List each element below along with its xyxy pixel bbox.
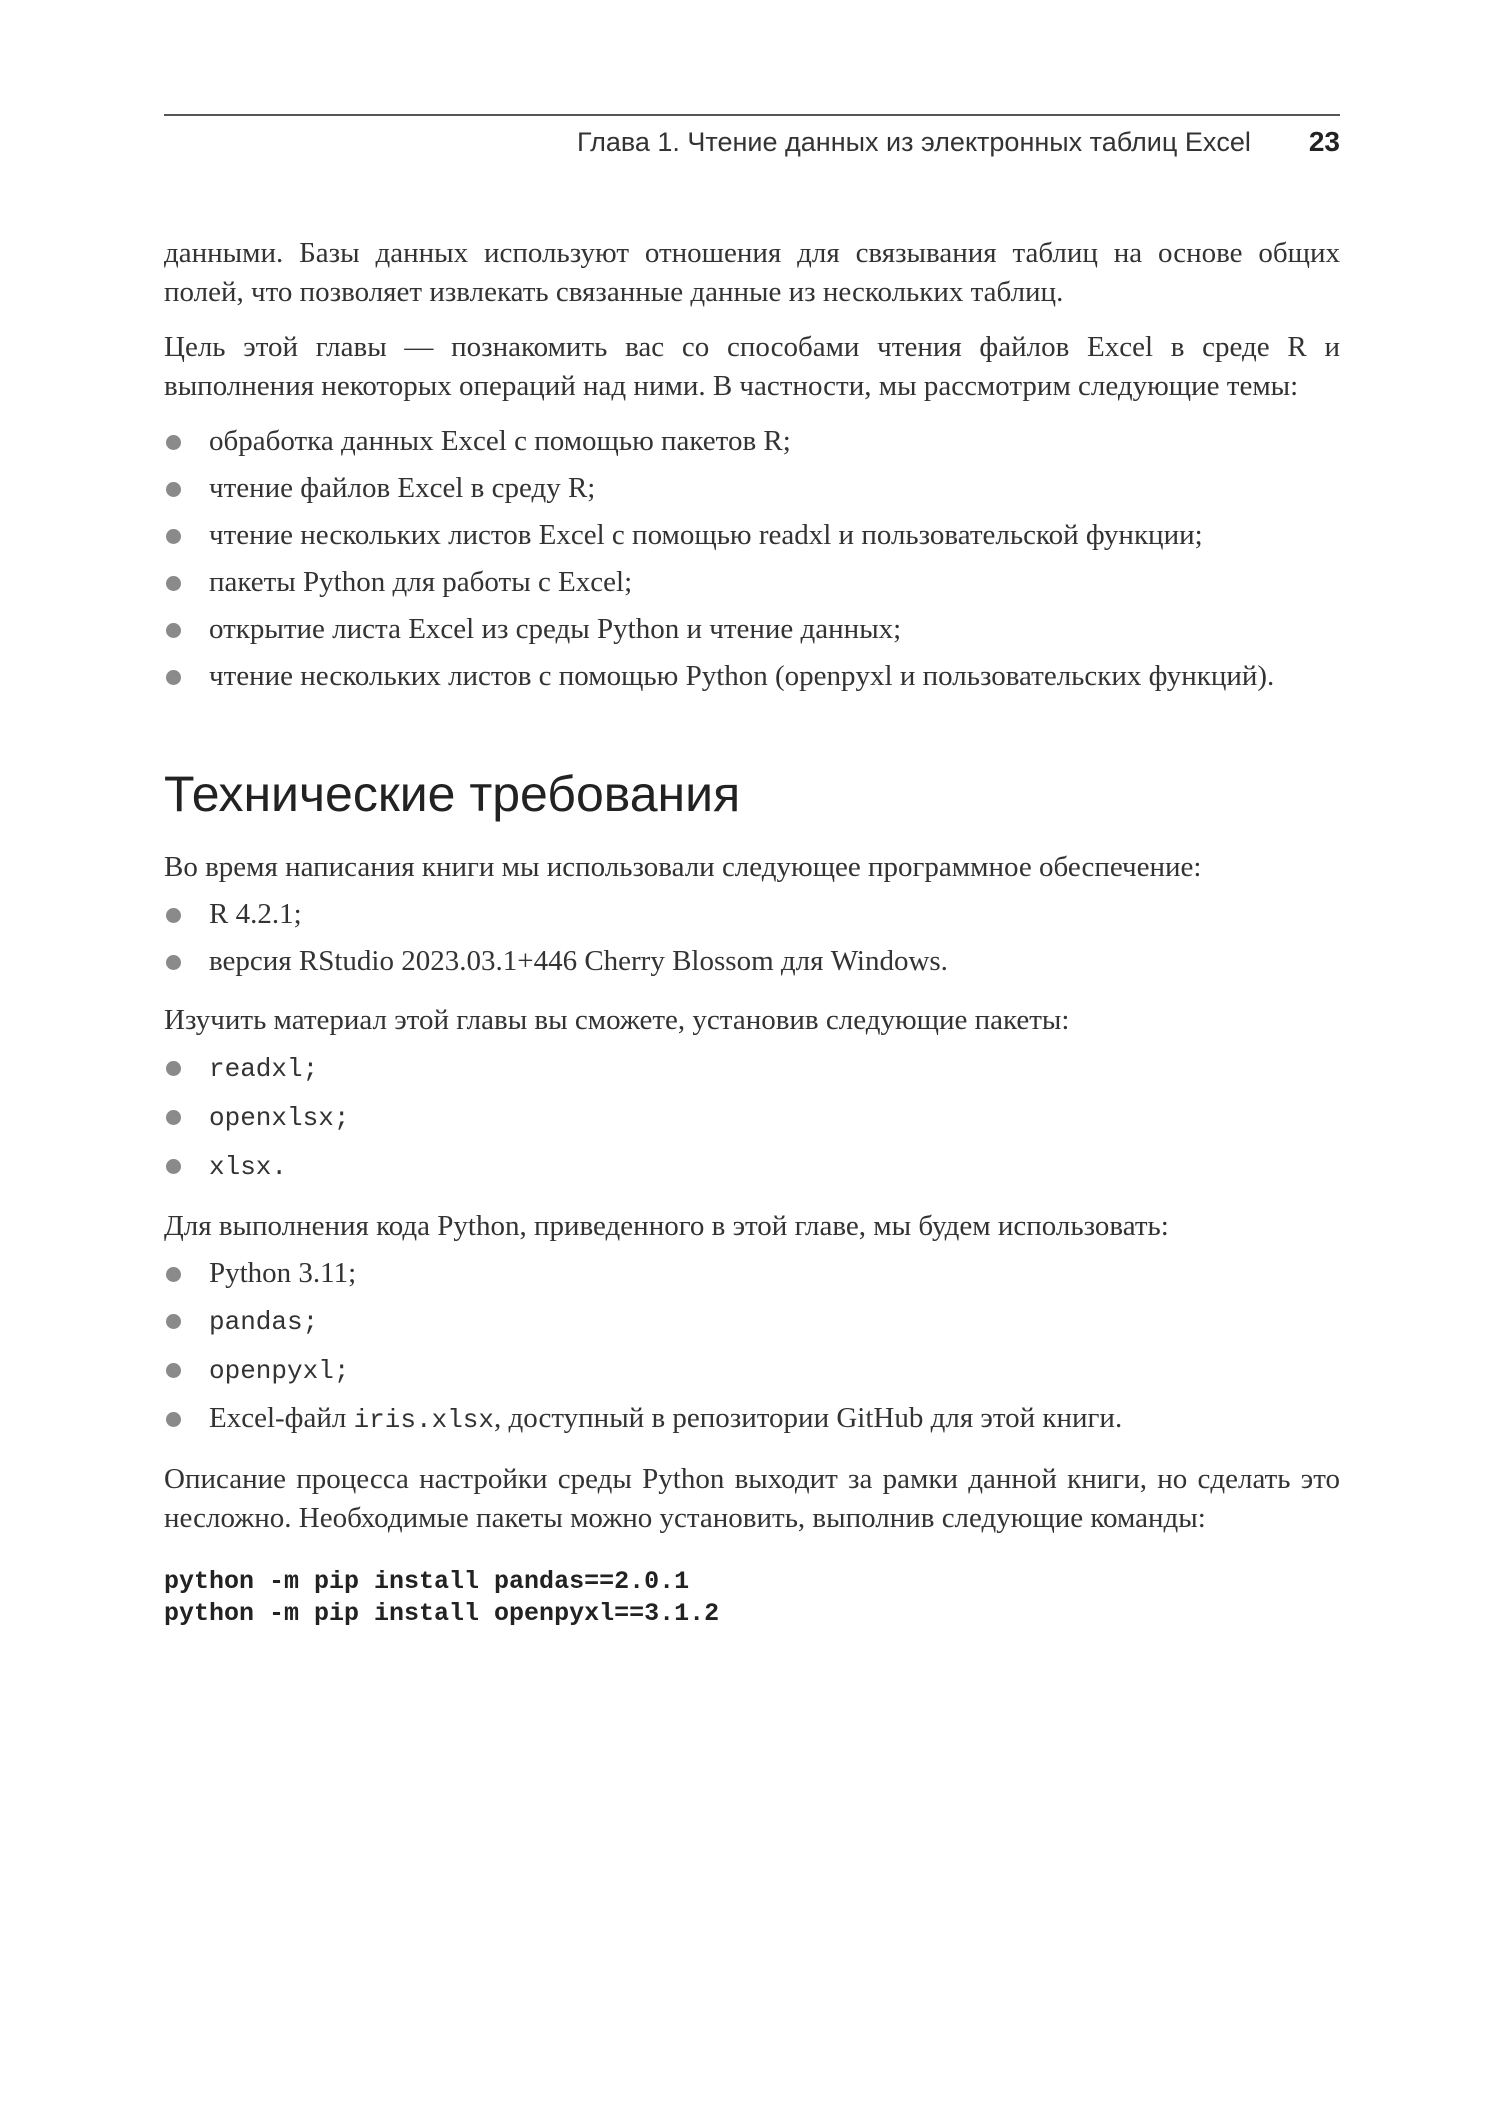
list-item-text: чтение нескольких листов с помощью Python (openpyxl и пользовательских функций).	[209, 660, 1275, 692]
bullet-icon	[166, 1159, 181, 1174]
topics-list	[164, 422, 1340, 696]
python-intro: Для выполнения кода Python, приведенного в этой главе, мы будем использовать:	[164, 1210, 1169, 1242]
list-item-text: Python 3.11;	[209, 1257, 357, 1289]
list-item	[164, 657, 1340, 696]
page-number: 23	[1308, 126, 1340, 157]
bullet-icon	[166, 955, 181, 970]
list-item	[164, 422, 1340, 461]
list-item-text: открытие листа Excel из среды Python и чтение данных;	[209, 613, 902, 645]
packages-list	[164, 1048, 1340, 1187]
list-item	[164, 1048, 1340, 1089]
list-item	[164, 563, 1340, 602]
bullet-icon	[166, 670, 181, 685]
bullet-icon	[166, 623, 181, 638]
package-name: openxlsx;	[209, 1103, 350, 1133]
page-header	[164, 114, 1340, 176]
package-name: pandas;	[209, 1307, 319, 1337]
bullet-icon	[166, 576, 181, 591]
bullet-icon	[166, 482, 181, 497]
setup-paragraph: Описание процесса настройки среды Python выходит за рамки данной книги, но сделать это несложно. Необходимые пакеты можно установить, выполнив следующие команды:	[164, 1463, 1340, 1534]
list-item	[164, 610, 1340, 649]
bullet-icon	[166, 908, 181, 923]
file-name: iris.xlsx	[353, 1405, 495, 1435]
list-item-text: Excel-файл	[209, 1402, 354, 1434]
package-name: xlsx.	[209, 1152, 288, 1182]
list-item	[164, 1399, 1340, 1440]
list-item	[164, 1146, 1340, 1187]
section-heading: Технические требования	[164, 766, 741, 822]
running-title: Глава 1. Чтение данных из электронных таблиц Excel	[576, 127, 1251, 157]
code-line: python -m pip install pandas==2.0.1	[164, 1567, 690, 1596]
software-list	[164, 895, 1340, 981]
book-page	[164, 114, 1340, 1630]
python-list	[164, 1254, 1340, 1440]
bullet-icon	[166, 529, 181, 544]
package-name: readxl;	[209, 1054, 319, 1084]
list-item-text: чтение нескольких листов Excel с помощью readxl и пользовательской функции;	[209, 519, 1203, 551]
bullet-icon	[166, 1412, 181, 1427]
bullet-icon	[166, 1110, 181, 1125]
list-item-text: версия RStudio 2023.03.1+446 Cherry Blossom для Windows.	[209, 945, 948, 977]
bullet-icon	[166, 1267, 181, 1282]
intro-paragraph-2: Цель этой главы — познакомить вас со способами чтения файлов Excel в среде R и выполнения некоторых операций над ними. В частности, мы рассмотрим следующие темы:	[164, 331, 1340, 402]
list-item	[164, 1097, 1340, 1138]
code-block	[164, 1566, 1340, 1630]
list-item	[164, 1254, 1340, 1293]
list-item	[164, 469, 1340, 508]
bullet-icon	[166, 1061, 181, 1076]
software-intro: Во время написания книги мы использовали следующее программное обеспечение:	[164, 851, 1202, 883]
list-item	[164, 516, 1340, 555]
bullet-icon	[166, 435, 181, 450]
bullet-icon	[166, 1314, 181, 1329]
list-item-text: чтение файлов Excel в среду R;	[209, 472, 596, 504]
list-item-text: R 4.2.1;	[209, 898, 302, 930]
list-item	[164, 942, 1340, 981]
package-name: openpyxl;	[209, 1356, 350, 1386]
list-item-text: пакеты Python для работы с Excel;	[209, 566, 633, 598]
list-item	[164, 895, 1340, 934]
list-item-text: , доступный в репозитории GitHub для этой книги.	[494, 1402, 1123, 1434]
list-item	[164, 1301, 1340, 1342]
intro-paragraph-1: данными. Базы данных используют отношения для связывания таблиц на основе общих полей, что позволяет извлекать связанные данные из нескольких таблиц.	[164, 237, 1340, 308]
list-item	[164, 1350, 1340, 1391]
bullet-icon	[166, 1363, 181, 1378]
list-item-text: обработка данных Excel с помощью пакетов R;	[209, 425, 791, 457]
code-line: python -m pip install openpyxl==3.1.2	[164, 1599, 720, 1628]
packages-intro: Изучить материал этой главы вы сможете, установив следующие пакеты:	[164, 1004, 1070, 1036]
